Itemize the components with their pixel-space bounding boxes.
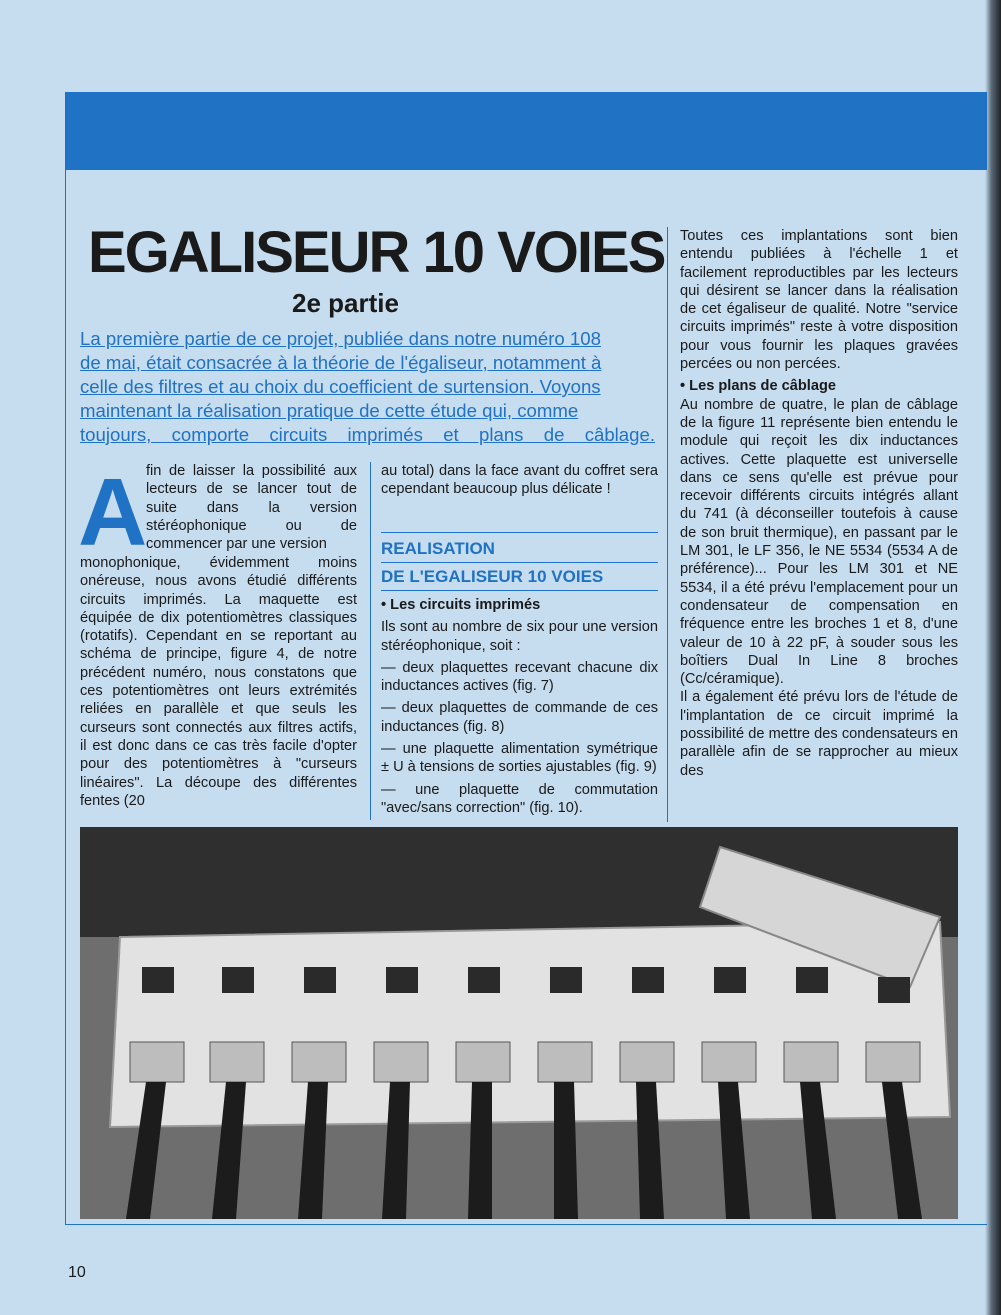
drop-cap: A [78,459,148,566]
intro-line: maintenant la réalisation pratique de cette étude qui, comme [80,400,579,421]
page-number: 10 [68,1264,86,1281]
column3-body [680,227,958,784]
column2-intro-text: au total) dans la face avant du coffret sera cependant beaucoup plus délicate ! [381,463,658,498]
paragraph: Au nombre de quatre, le plan de câblage de la figure 11 représente bien entendu le module qui reçoit les dix inductances actives. Cette plaquette est universelle dans ce sens qu'elle est prévue pour recevoir différents circuits intégrés allant du 741 (à déconseiller toutefois à cause de son bruit thermique), en passant par le LM 301, le LF 356, le NE 5534 (5534 A de préférence)... Pour les LM 301 et NE 5534, il a été prévu l'emplacement pour un condensateur de compensation en fréquence entre les broches 1 et 8, d'une valeur de 10 à 22 pF, à souder sous les boîtiers Dual In Line 8 broches (Cc/céramique). [680,396,958,688]
column2-body [381,596,658,821]
article-subtitle: 2e partie [292,288,399,318]
page-edge-shadow [985,0,1001,1315]
paragraph: — deux plaquettes de commande de ces inductances (fig. 8) [381,700,658,735]
photo-illustration [80,827,958,1219]
paragraph: — une plaquette de commutation "avec/sans correction" (fig. 10). [381,781,658,816]
paragraph: Il a également été prévu lors de l'étude de l'implantation de ce circuit imprimé la possibilité de mettre des condensateurs en parallèle afin de se rapprocher au mieux des [680,689,958,779]
paragraph: Ils sont au nombre de six pour une version stéréophonique, soit : [381,619,658,654]
paragraph: — une plaquette alimentation symétrique ± U à tensions de sorties ajustables (fig. 9) [381,741,658,776]
paragraph: — deux plaquettes recevant chacune dix inductances actives (fig. 7) [381,659,658,695]
column-divider [667,227,668,822]
section-heading-line2: DE L'EGALISEUR 10 VOIES [381,563,658,591]
column1-body-text: monophonique, évidemment moins onéreuse, nous avons étudié différents circuits imprimés. La maquette est équipée de dix potentiomètres classiques (rotatifs). Cependant en se reportant au schéma de principe, figure 4, de notre précédent numéro, nous constatons que ces potentiomètres ont leurs extrémités reliées en parallèle et que seuls les curseurs sont connectés aux filtres actifs, il est donc dans ce cas très facile d'opter pour des potentiomètres à "curseurs linéaires". La découpe des différentes fentes (20 [80,555,357,809]
column1-first-text: fin de laisser la possibilité aux lecteurs de se lancer tout de suite dans la version stéréophonique ou de commencer par une version [146,463,357,553]
subheading-cablage: • Les plans de câblage [680,378,836,395]
intro-line: La première partie de ce projet, publiée dans notre numéro 108 [80,328,601,349]
intro-line: toujours, comporte circuits imprimés et plans de câblage. [80,424,655,445]
subheading-circuits: • Les circuits imprimés [381,597,541,613]
article-intro [80,327,655,447]
header-band [65,92,987,170]
intro-line: celle des filtres et au choix du coefficient de surtension. Voyons [80,376,601,397]
article-title: EGALISEUR 10 VOIES [88,220,665,285]
section-heading [381,532,658,591]
circuit-board-photo [80,827,958,1219]
paragraph: Toutes ces implantations sont bien entendu publiées à l'échelle 1 et facilement reproductibles par les lecteurs qui désirent se lancer dans la réalisation de cet égaliseur de qualité. Notre "service circuits imprimés" reste à votre disposition pour vous fournir les plaques gravées percées ou non percées. [680,228,958,373]
column-divider [370,462,371,820]
section-heading-line1: REALISATION [381,535,658,563]
intro-line: de mai, était consacrée à la théorie de l'égaliseur, notamment à [80,352,602,373]
